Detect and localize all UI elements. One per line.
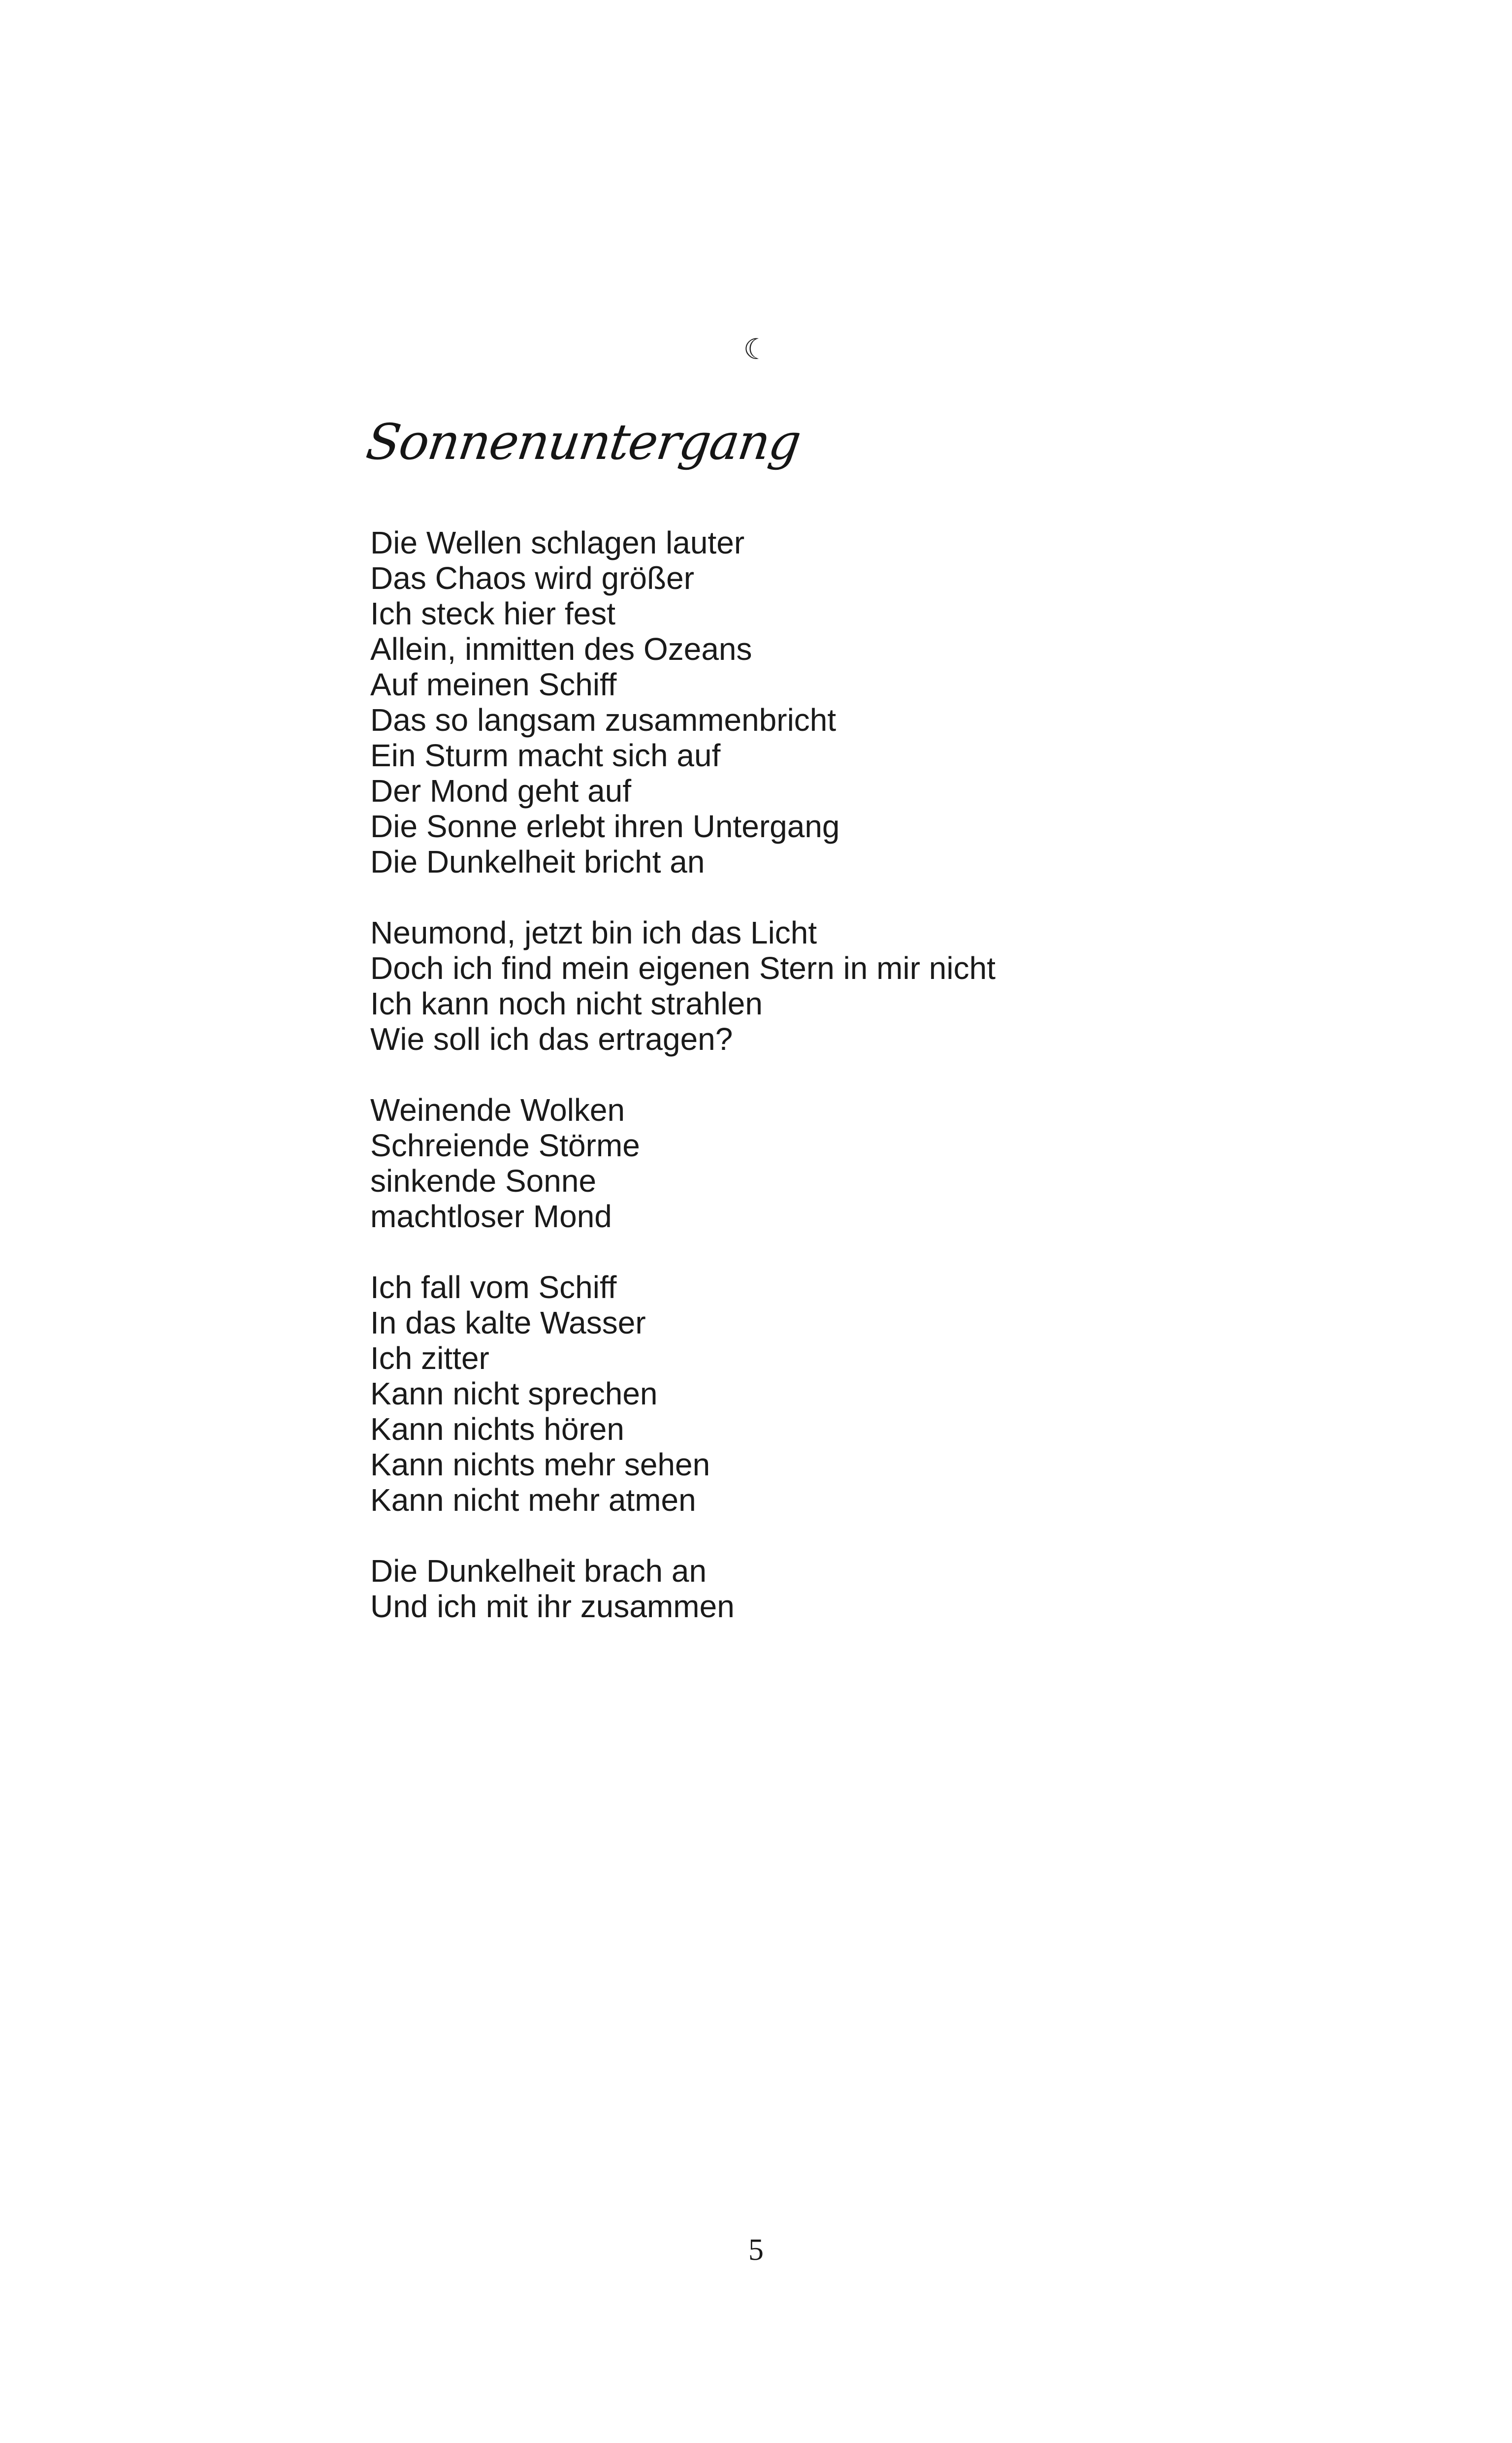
poem-line: Kann nicht mehr atmen <box>370 1482 696 1518</box>
page-number: 5 <box>748 2233 764 2267</box>
poem-line: Weinende Wolken <box>370 1092 625 1128</box>
stanza-5 <box>370 1553 1453 1624</box>
poem-line: Kann nichts hören <box>370 1411 624 1447</box>
poem-line: Neumond, jetzt bin ich das Licht <box>370 915 817 950</box>
poem-line: Das so langsam zusammenbricht <box>370 702 836 738</box>
poem-line: sinkende Sonne <box>370 1163 597 1199</box>
poem-line: Kann nichts mehr sehen <box>370 1447 710 1482</box>
poem-line: In das kalte Wasser <box>370 1305 646 1340</box>
stanza-4 <box>370 1270 1453 1518</box>
poem-line: Ich zitter <box>370 1340 489 1376</box>
poem-line: Schreiende Störme <box>370 1128 640 1163</box>
poem-title: Sonnenuntergang <box>362 413 804 471</box>
poem-line: Und ich mit ihr zusammen <box>370 1589 735 1624</box>
poem-line: Doch ich find mein eigenen Stern in mir nicht <box>370 950 996 986</box>
poem-line: machtloser Mond <box>370 1199 612 1234</box>
poem-body <box>370 525 1453 1624</box>
poem-line: Kann nicht sprechen <box>370 1376 658 1411</box>
poem-line: Ich fall vom Schiff <box>370 1270 617 1305</box>
poem-line: Ich kann noch nicht strahlen <box>370 986 763 1021</box>
poem-line: Die Sonne erlebt ihren Untergang <box>370 809 840 844</box>
poem-line: Das Chaos wird größer <box>370 560 694 596</box>
poem-line: Ich steck hier fest <box>370 596 615 631</box>
moon-icon: ☾ <box>743 332 769 366</box>
stanza-2 <box>370 915 1453 1057</box>
stanza-3 <box>370 1092 1453 1234</box>
poem-line: Die Dunkelheit brach an <box>370 1553 707 1589</box>
poem-line: Der Mond geht auf <box>370 773 632 809</box>
poem-line: Wie soll ich das ertragen? <box>370 1021 733 1057</box>
poem-line: Ein Sturm macht sich auf <box>370 738 721 773</box>
poem-line: Auf meinen Schiff <box>370 667 617 702</box>
poem-line: Die Wellen schlagen lauter <box>370 525 745 560</box>
poem-line: Allein, inmitten des Ozeans <box>370 631 752 667</box>
stanza-1 <box>370 525 1453 879</box>
poem-line: Die Dunkelheit bricht an <box>370 844 705 879</box>
